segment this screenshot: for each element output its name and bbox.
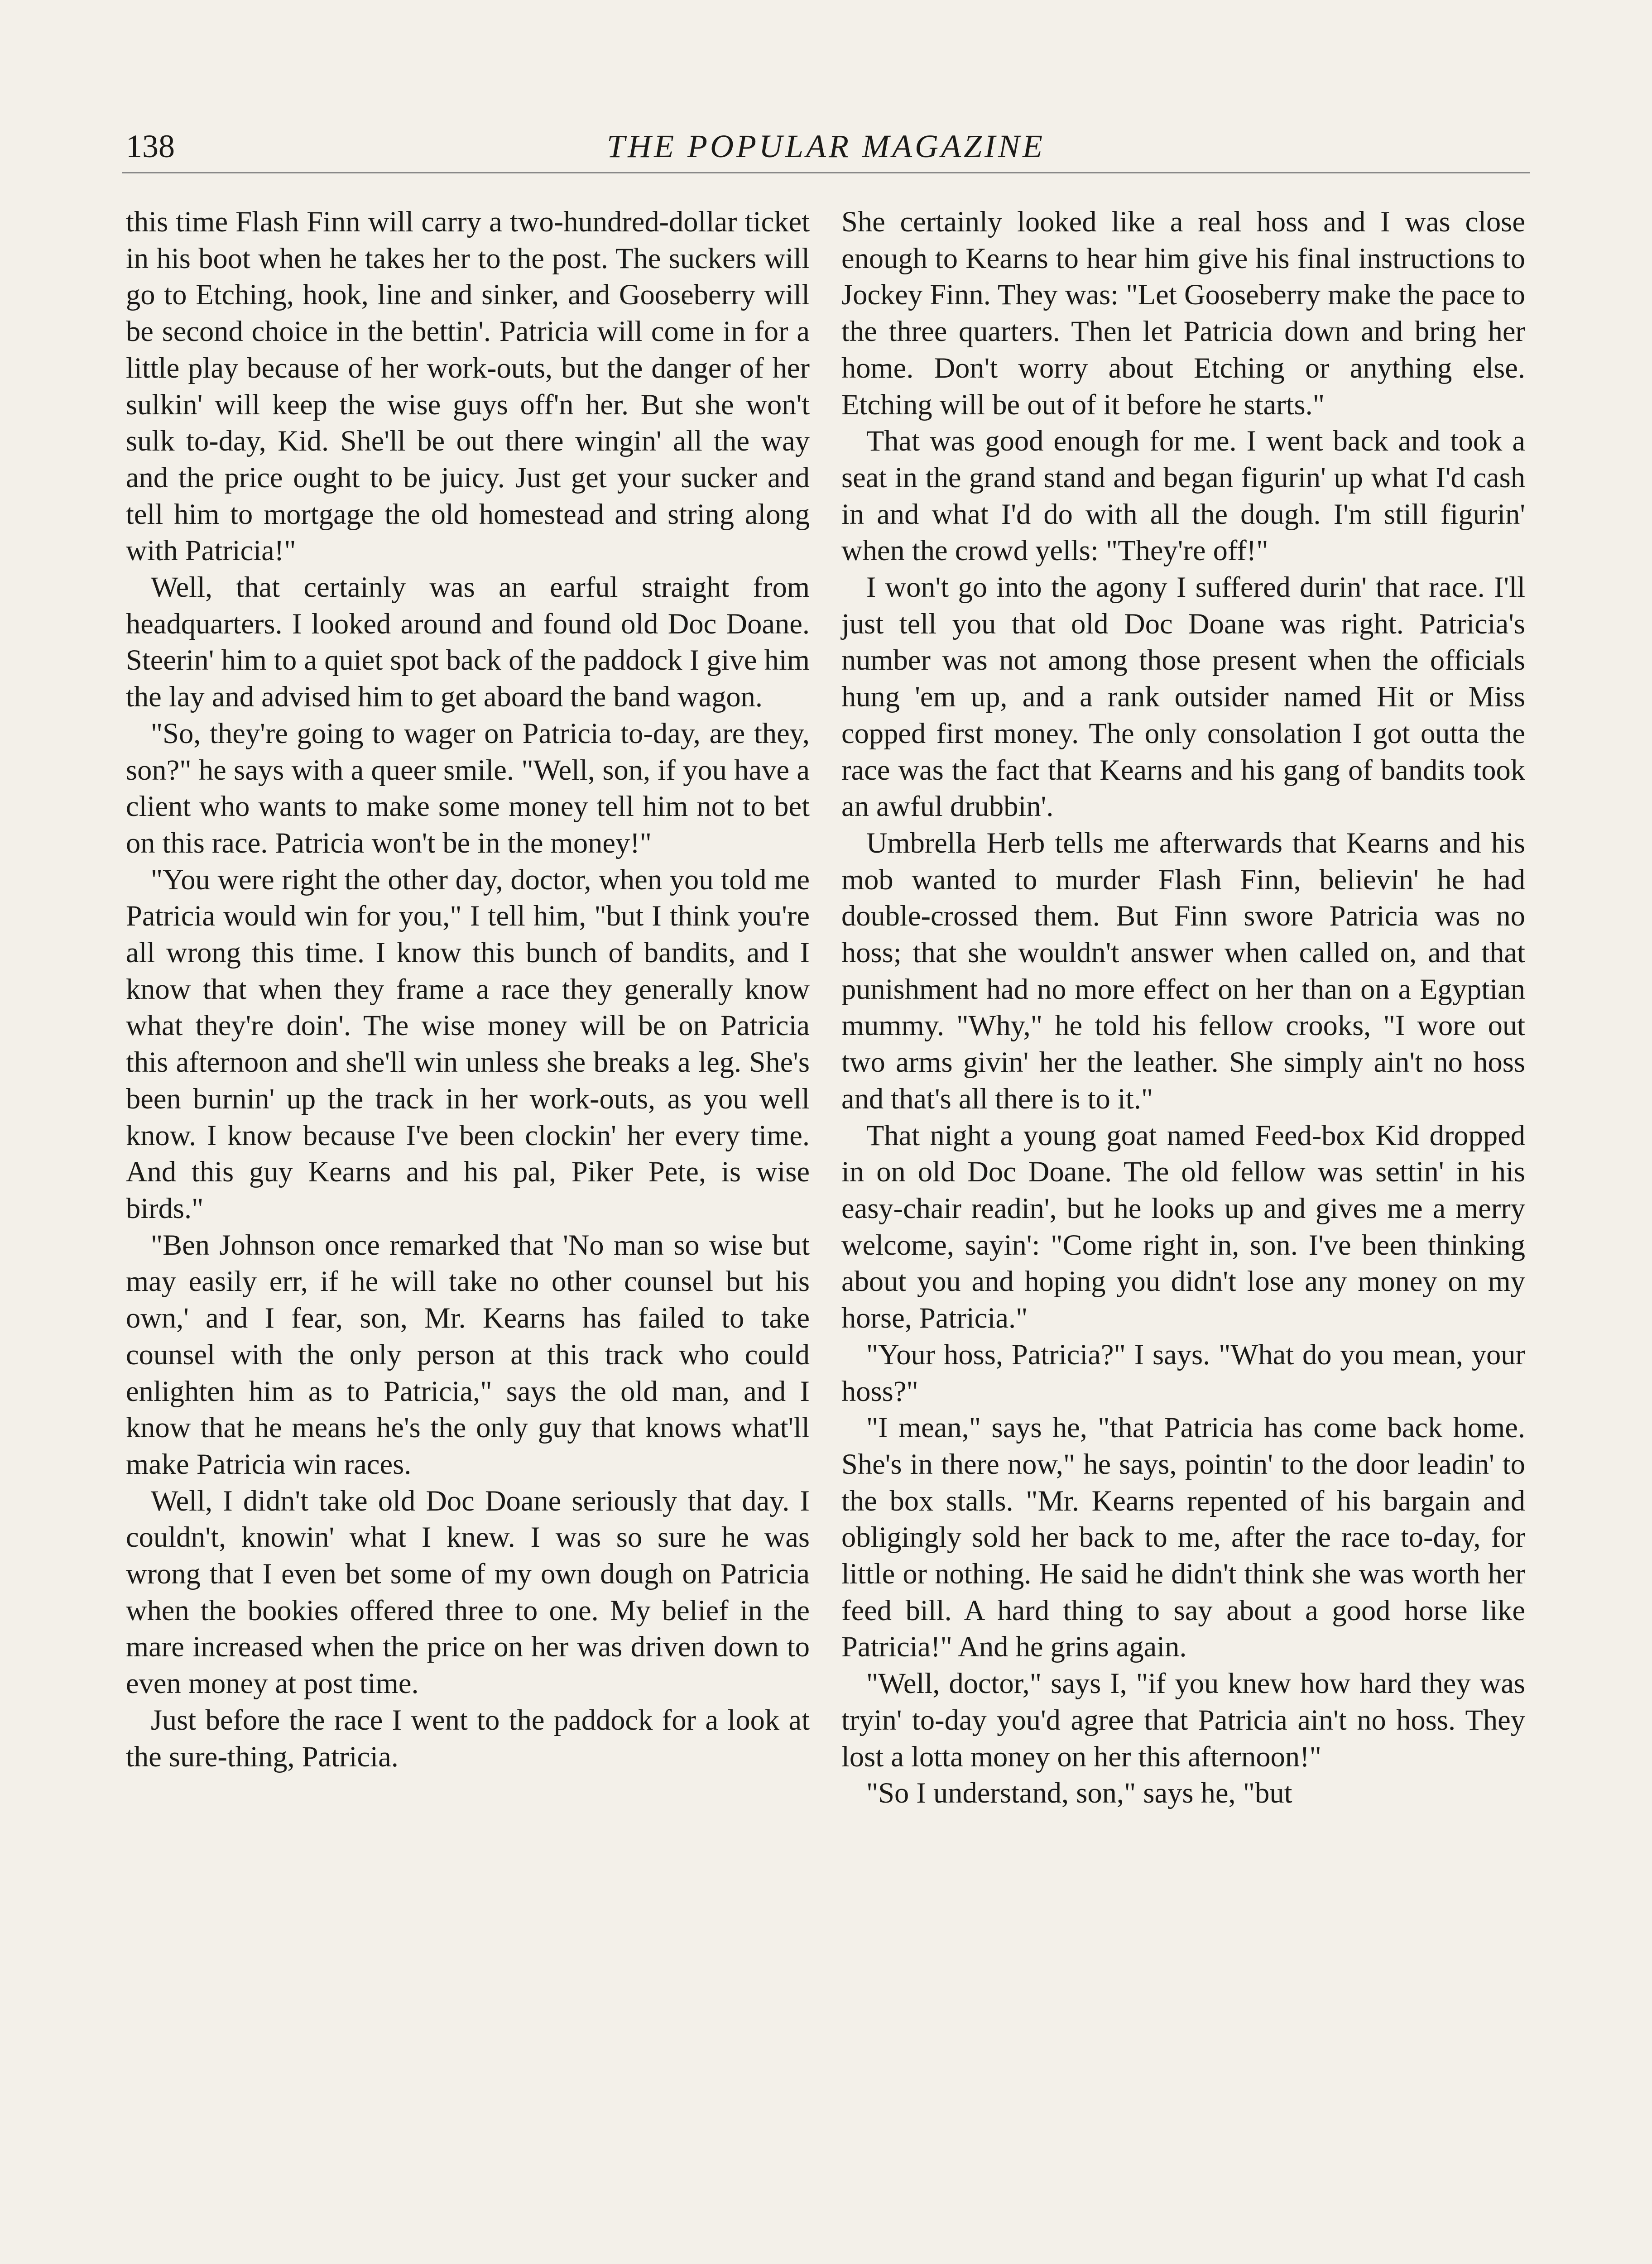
- paragraph: Well, that certainly was an earful straight from headquarters. I looked around and found old Doc Doane. Steerin' him to a quiet spot back of the paddock I give him the lay and advised him to get aboard the band wagon.: [126, 571, 810, 713]
- running-title: THE POPULAR MAGAZINE: [607, 128, 1045, 164]
- paragraph: "Your hoss, Patricia?" I says. "What do you mean, your hoss?": [841, 1338, 1525, 1407]
- paragraph: Umbrella Herb tells me afterwards that Kearns and his mob wanted to murder Flash Finn, believin' he had double-crossed them. But Finn swore Patricia was no hoss; that she wouldn't answer when called on, and that punishment had no more effect on her than on a Egyptian mummy. "Why," he told his fellow crooks, "I wore out two arms givin' her the leather. She simply ain't no hoss and that's all there is to it.": [841, 826, 1525, 1115]
- paragraph: "So I understand, son," says he, "but: [866, 1777, 1292, 1809]
- paragraph: "Ben Johnson once remarked that 'No man so wise but may easily err, if he will take no other counsel but his own,' and I fear, son, Mr. Kearns has failed to take counsel with the only person at this track who could enlighten him as to Patricia," says the old man, and I know that he means he's the only guy that knows what'll make Patricia win races.: [126, 1228, 810, 1480]
- left-column: [126, 204, 810, 1775]
- paragraph: Just before the race I went to the paddock for a look at the sure-thing, Patricia.: [126, 1703, 810, 1773]
- paragraph: this time Flash Finn will carry a two-hundred-dollar ticket in his boot when he takes her to the post. The suckers will go to Etching, hook, line and sinker, and Gooseberry will be second choice in the bettin'. Patricia will come in for a little play because of her work-outs, but the danger of her sulkin' will keep the wise guys off'n her. But she won't sulk to-day, Kid. She'll be out there wingin' all the way and the price ought to be juicy. Just get your sucker and tell him to mortgage the old homestead and string along with Patricia!": [126, 206, 810, 567]
- paragraph: That was good enough for me. I went back and took a seat in the grand stand and began figurin' up what I'd cash in and what I'd do with all the dough. I'm still figurin' when the crowd yells: "They're off!": [841, 425, 1525, 567]
- paragraph: "I mean," says he, "that Patricia has come back home. She's in there now," he says, pointin' to the door leadin' to the box stalls. "Mr. Kearns repented of his bargain and obligingly sold her back to me, after the race to-day, for little or nothing. He said he didn't think she was worth her feed bill. A hard thing to say about a good horse like Patricia!" And he grins again.: [841, 1411, 1525, 1663]
- paragraph: "You were right the other day, doctor, when you told me Patricia would win for you," I tell him, "but I think you're all wrong this time. I know this bunch of bandits, and I know that when they frame a race they generally know what they're doin'. The wise money will be on Patricia this afternoon and she'll win unless she breaks a leg. She's been burnin' up the track in her work-outs, as you well know. I know because I've been clockin' her every time. And this guy Kearns and his pal, Piker Pete, is wise birds.": [126, 863, 810, 1224]
- page-number: 138: [126, 128, 175, 164]
- paragraph: That night a young goat named Feed-box Kid dropped in on old Doc Doane. The old fellow was settin' in his easy-chair readin', but he looks up and gives me a merry welcome, sayin': "Come right in, son. I've been thinking about you and hoping you didn't lose any money on my horse, Patricia.": [841, 1119, 1525, 1334]
- paragraph: She certainly looked like a real hoss and I was close enough to Kearns to hear him give his final instructions to Jockey Finn. They was: "Let Gooseberry make the pace to the three quarters. Then let Patricia down and bring her home. Don't worry about Etching or anything else. Etching will be out of it before he starts.": [841, 206, 1525, 421]
- paragraph: Well, I didn't take old Doc Doane seriously that day. I couldn't, knowin' what I knew. I was so sure he was wrong that I even bet some of my own dough on Patricia when the bookies offered three to one. My belief in the mare increased when the price on her was driven down to even money at post time.: [126, 1484, 810, 1700]
- paragraph: I won't go into the agony I suffered durin' that race. I'll just tell you that old Doc Doane was right. Patricia's number was not among those present when the officials hung 'em up, and a rank outsider named Hit or Miss copped first money. The only consolation I got outta the race was the fact that Kearns and his gang of bandits took an awful drubbin'.: [841, 571, 1525, 823]
- page-header: [122, 122, 1530, 173]
- paragraph: "Well, doctor," says I, "if you knew how hard they was tryin' to-day you'd agree that Patricia ain't no hoss. They lost a lotta money on her this afternoon!": [841, 1667, 1525, 1773]
- right-column: [841, 204, 1525, 1812]
- paragraph: "So, they're going to wager on Patricia to-day, are they, son?" he says with a queer smile. "Well, son, if you have a client who wants to make some money tell him not to bet on this race. Patricia won't be in the money!": [126, 717, 810, 859]
